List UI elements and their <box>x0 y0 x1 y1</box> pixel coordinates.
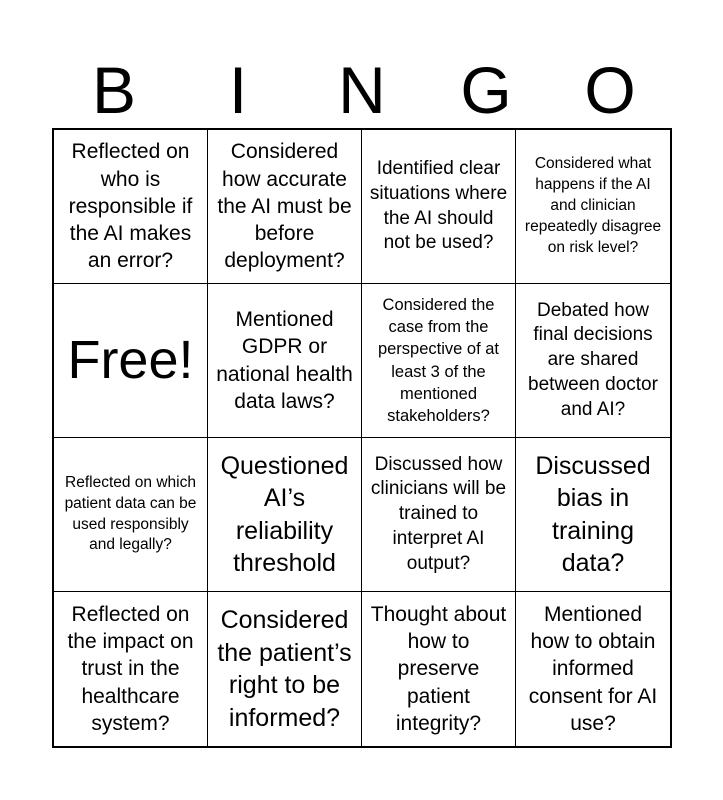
bingo-cell-r4c3[interactable] <box>362 592 516 746</box>
bingo-cell-r2c3[interactable] <box>362 284 516 438</box>
cell-text: Reflected on the impact on trust in the healthcare system? <box>67 602 194 735</box>
bingo-cell-r3c1[interactable] <box>54 438 208 592</box>
cell-text: Considered how accurate the AI must be before deployment? <box>217 140 352 273</box>
bingo-cell-r1c2[interactable] <box>208 130 362 284</box>
header-letter-b: B <box>91 53 137 127</box>
bingo-cell-r4c1[interactable] <box>54 592 208 746</box>
bingo-cell-r3c3[interactable] <box>362 438 516 592</box>
bingo-cell-r2c4[interactable] <box>516 284 670 438</box>
cell-text: Questioned AI’s reliability threshold <box>220 451 349 577</box>
bingo-cell-r1c1[interactable] <box>54 130 208 284</box>
cell-text: Debated how final decisions are shared between doctor and AI? <box>528 299 658 420</box>
header-letter-n: N <box>338 53 386 127</box>
bingo-cell-r4c2[interactable] <box>208 592 362 746</box>
header-letter-g: G <box>460 53 512 127</box>
bingo-cell-r1c3[interactable] <box>362 130 516 284</box>
cell-text: Mentioned how to obtain informed consent for AI use? <box>528 602 658 735</box>
free-space-text: Free! <box>67 329 194 390</box>
cell-text: Discussed bias in training data? <box>535 451 651 577</box>
cell-text: Mentioned GDPR or national health data laws? <box>216 307 353 413</box>
cell-text: Considered the patient’s right to be informed? <box>217 606 352 732</box>
bingo-cell-r3c4[interactable] <box>516 438 670 592</box>
header-letter-o: O <box>584 53 636 127</box>
bingo-cell-r1c4[interactable] <box>516 130 670 284</box>
bingo-board <box>52 128 672 748</box>
cell-text: Reflected on which patient data can be used responsibly and legally? <box>64 473 197 554</box>
bingo-cell-free[interactable] <box>54 284 208 438</box>
cell-text: Identified clear situations where the AI should not be used? <box>369 158 508 254</box>
bingo-cell-r3c2[interactable] <box>208 438 362 592</box>
bingo-header <box>52 52 672 128</box>
bingo-cell-r4c4[interactable] <box>516 592 670 746</box>
cell-text: Considered the case from the perspective of at least 3 of the mentioned stakeholders? <box>377 295 500 426</box>
header-letter-i: I <box>228 53 248 127</box>
cell-text: Reflected on who is responsible if the AI makes an error? <box>68 140 193 273</box>
cell-text: Considered what happens if the AI and clinician repeatedly disagree on risk level? <box>524 155 662 256</box>
cell-text: Discussed how clinicians will be trained to interpret AI output? <box>370 453 507 574</box>
bingo-cell-r2c2[interactable] <box>208 284 362 438</box>
cell-text: Thought about how to preserve patient integrity? <box>370 602 507 735</box>
